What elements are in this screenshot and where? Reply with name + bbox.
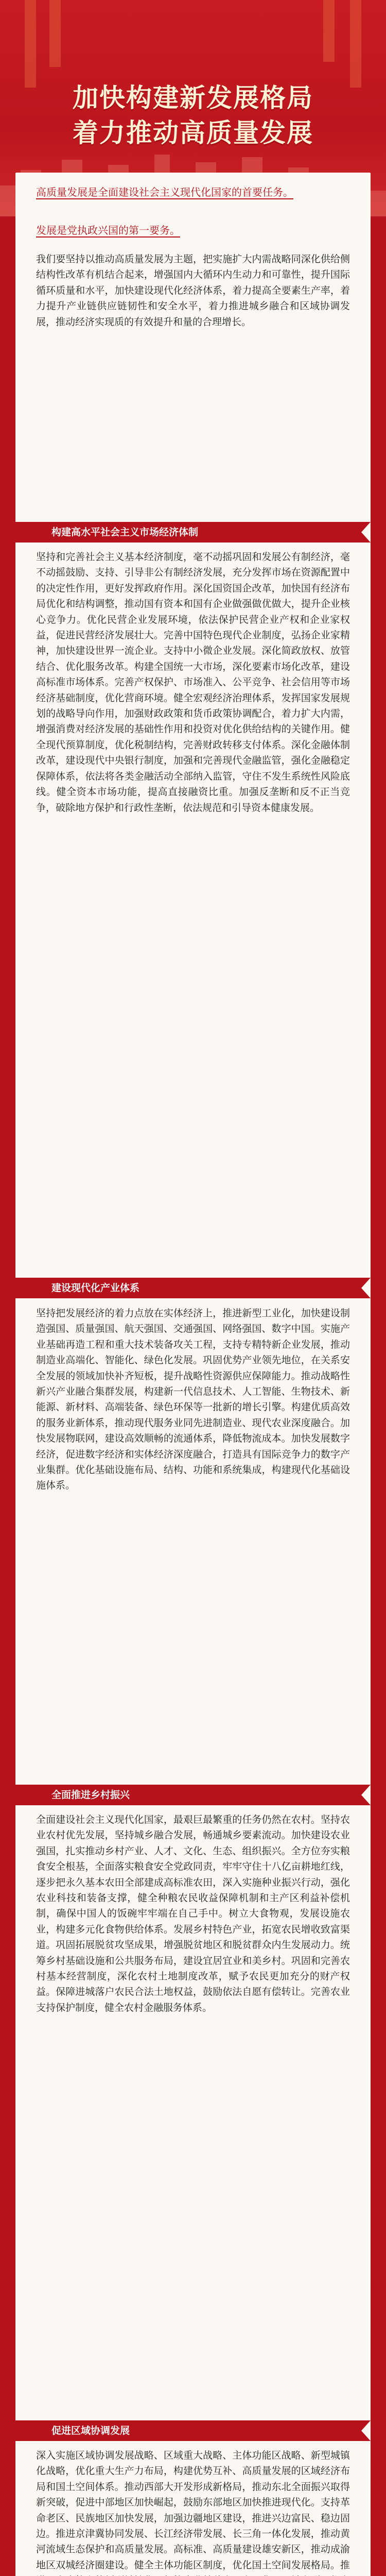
banner-decoration bbox=[350, 0, 361, 88]
section-body-regional-development: 深入实施区域协调发展战略、区域重大战略、主体功能区战略、新型城镇化战略，优化重大生产力布局，构建优势互补、高质量发展的区域经济布局和国土空间体系。推动西部大开发形成新格局，推动东北全面振兴取得新突破，促进中部地区加快崛起，鼓励东部地区加快推进现代化。支持革命老区、民族地区加快发展，加强边疆地区建设，推进兴边富民、稳边固边。推进京津冀协同发展、长江经济带发展、长三角一体化发展，推动黄河流域生态保护和高质量发展。高标准、高质量建设雄安新区，推动成渝地区双城经济圈建设。健全主体功能区制度，优化国土空间发展格局。推 bbox=[36, 2450, 350, 2571]
section-header-market-economy bbox=[15, 522, 371, 543]
section-header-rural-revitalization bbox=[15, 1785, 371, 1805]
section-body-market-economy: 坚持和完善社会主义基本经济制度，毫不动摇巩固和发展公有制经济，毫不动摇鼓励、支持、引导非公有制经济发展，充分发挥市场在资源配置中的决定性作用，更好发挥政府作用。深化国资国企改革，加快国有经济布局优化和结构调整，推动国有资本和国有企业做强做优做大，提升企业核心竞争力。优化民营企业发展环境，依法保护民营企业产权和企业家权益，促进民营经济发展壮大。完善中国特色现代企业制度，弘扬企业家精神，加快建设世界一流企业。支持中小微企业发展。深化简政放权、放管结合、优化服务改革。构建全国统一大市场，深化要素市场化改革，建设高标准市场体系。完善产权保护、市场准入、公平竞争、社会信用等市场经济基础制度，优化营商环境。健全宏观经济治理体系，发挥国家发展规划的战略导向作用，加强财政政策和货币政策协调配合，着力扩大内需，增强消费对经济发展的基础性作用和投资对优化供给结构的关键作用。健全现代预算制度，优化税制结构，完善财政转移支付体系。深化金融体制改革，建设现代中央银行制度，加强和完善现代金融监管，强化金融稳定保障体系，依法将各类金融活动全部纳入监管，守住不发生系统性风险底线。健全资本市场功能，提高直接融资比重。加强反垄断和反不正当竞争，破除地方保护和行政性垄断，依法规范和引导资本健康发展。 bbox=[36, 551, 350, 814]
section-header-industrial-system bbox=[15, 1278, 371, 1298]
section-title: 构建高水平社会主义市场经济体制 bbox=[51, 527, 199, 538]
intro-paragraph-2: 发展是党执政兴国的第一要务。 bbox=[36, 224, 180, 236]
page-title-line-1: 加快构建新发展格局 bbox=[73, 82, 313, 113]
section-title: 建设现代化产业体系 bbox=[51, 1282, 140, 1294]
section-title: 全面推进乡村振兴 bbox=[51, 1789, 130, 1801]
banner-decoration bbox=[25, 0, 36, 88]
section-body-rural-revitalization: 全面建设社会主义现代化国家，最艰巨最繁重的任务仍然在农村。坚持农业农村优先发展，坚持城乡融合发展，畅通城乡要素流动。加快建设农业强国，扎实推动乡村产业、人才、文化、生态、组织振兴。全方位夯实粮食安全根基，全面落实粮食安全党政同责，牢牢守住十八亿亩耕地红线，逐步把永久基本农田全部建成高标准农田，深入实施种业振兴行动，强化农业科技和装备支撑，健全种粮农民收益保障机制和主产区利益补偿机制，确保中国人的饭碗牢牢端在自己手中。树立大食物观，发展设施农业，构建多元化食物供给体系。发展乡村特色产业，拓宽农民增收致富渠道。巩固拓展脱贫攻坚成果，增强脱贫地区和脱贫群众内生发展动力。统筹乡村基础设施和公共服务布局，建设宜居宜业和美乡村。巩固和完善农村基本经营制度，深化农村土地制度改革，赋予农民更加充分的财产权益。保障进城落户农民合法土地权益，鼓励依法自愿有偿转让。完善农业支持保护制度，健全农村金融服务体系。 bbox=[36, 1814, 350, 2013]
banner-decoration bbox=[323, 0, 335, 62]
section-title: 促进区域协调发展 bbox=[51, 2425, 130, 2436]
intro-paragraph-3: 我们要坚持以推动高质量发展为主题，把实施扩大内需战略同深化供给侧结构性改革有机结合起来，增强国内大循环内生动力和可靠性，提升国际循环质量和水平，加快建设现代化经济体系，着力提高全要素生产率，着力提升产业链供应链韧性和安全水平，着力推进城乡融合和区域协调发展，推动经济实现质的有效提升和量的合理增长。 bbox=[36, 253, 350, 328]
section-header-regional-development bbox=[15, 2420, 371, 2441]
page-title-line-2: 着力推动高质量发展 bbox=[73, 117, 313, 148]
intro-paragraph-1: 高质量发展是全面建设社会主义现代化国家的首要任务。 bbox=[36, 186, 293, 198]
banner-decoration bbox=[49, 0, 61, 67]
section-body-industrial-system: 坚持把发展经济的着力点放在实体经济上，推进新型工业化，加快建设制造强国、质量强国、航天强国、交通强国、网络强国、数字中国。实施产业基础再造工程和重大技术装备攻关工程，支持专精特新企业发展，推动制造业高端化、智能化、绿色化发展。巩固优势产业领先地位，在关系安全发展的领域加快补齐短板，提升战略性资源供应保障能力。推动战略性新兴产业融合集群发展，构建新一代信息技术、人工智能、生物技术、新能源、新材料、高端装备、绿色环保等一批新的增长引擎。构建优质高效的服务业新体系，推动现代服务业同先进制造业、现代农业深度融合。加快发展物联网，建设高效顺畅的流通体系，降低物流成本。加快发展数字经济，促进数字经济和实体经济深度融合，打造具有国际竞争力的数字产业集群。优化基础设施布局、结构、功能和系统集成，构建现代化基础设施体系。 bbox=[36, 1308, 350, 1492]
